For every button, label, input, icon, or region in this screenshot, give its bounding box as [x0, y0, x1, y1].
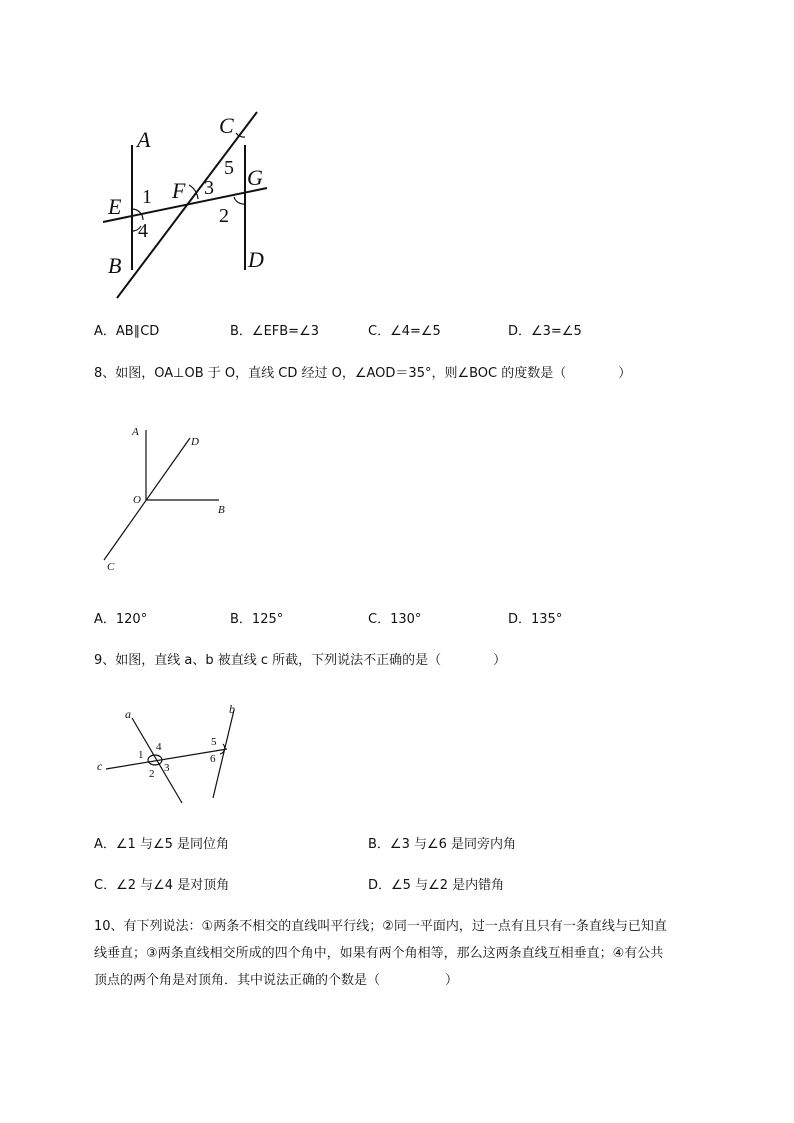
- label-B: B: [108, 253, 122, 278]
- num-4: 4: [156, 741, 162, 753]
- q9-stem: 9、如图，直线 a、b 被直线 c 所截，下列说法不正确的是（ ）: [94, 653, 507, 668]
- angle-label-3: 3: [204, 177, 214, 199]
- label-E: E: [108, 194, 122, 219]
- q8-stem: 8、如图，OA⊥OB 于 O，直线 CD 经过 O，∠AOD＝35°，则∠BOC 的度数是（ ）: [94, 366, 632, 381]
- q9-option-a[interactable]: A．∠1 与∠5 是同位角: [94, 837, 230, 852]
- q10-line-3: 顶点的两个角是对顶角．其中说法正确的个数是（ ）: [94, 973, 459, 988]
- q7-option-c[interactable]: C．∠4=∠5: [368, 324, 441, 339]
- q10-text: [94, 913, 734, 994]
- q7-option-a[interactable]: A．AB∥CD: [94, 324, 160, 339]
- label-b: b: [229, 702, 235, 716]
- q9-option-b[interactable]: B．∠3 与∠6 是同旁内角: [368, 837, 517, 852]
- angle-label-2: 2: [219, 205, 229, 227]
- label-c: c: [97, 759, 103, 773]
- label-A: A: [137, 127, 151, 152]
- line-CD: [104, 438, 190, 560]
- q8-option-d[interactable]: D．135°: [508, 612, 563, 627]
- q8-option-a[interactable]: A．120°: [94, 612, 148, 627]
- q8-option-b[interactable]: B．125°: [230, 612, 284, 627]
- label-D: D: [191, 436, 199, 448]
- q8-option-c[interactable]: C．130°: [368, 612, 422, 627]
- angle-label-4: 4: [138, 220, 148, 242]
- angle-label-5: 5: [224, 157, 234, 179]
- num-3: 3: [164, 762, 170, 774]
- q10-line-2: 线垂直；③两条直线相交所成的四个角中，如果有两个角相等，那么这两条直线互相垂直；④有公共: [94, 946, 664, 961]
- q7-option-b[interactable]: B．∠EFB=∠3: [230, 324, 320, 339]
- label-B: B: [218, 504, 225, 516]
- label-D: D: [248, 247, 264, 272]
- num-6: 6: [210, 753, 216, 765]
- num-1: 1: [138, 749, 144, 761]
- label-a: a: [125, 707, 131, 721]
- label-C: C: [107, 561, 115, 573]
- angle-label-1: 1: [142, 186, 152, 208]
- label-O: O: [133, 494, 141, 506]
- q9-option-d[interactable]: D．∠5 与∠2 是内错角: [368, 878, 505, 893]
- num-2: 2: [149, 768, 155, 780]
- label-F: F: [172, 178, 186, 203]
- q10-line-1: 10、有下列说法：①两条不相交的直线叫平行线；②同一平面内，过一点有且只有一条直线与已知直: [94, 919, 667, 934]
- arc-angle-2: [234, 197, 245, 204]
- num-5: 5: [211, 736, 217, 748]
- q8-figure: [95, 418, 245, 578]
- label-G: G: [247, 165, 263, 190]
- label-C: C: [219, 113, 234, 138]
- label-A: A: [132, 426, 139, 438]
- q7-figure: [95, 100, 285, 305]
- line-b: [213, 710, 234, 798]
- q7-option-d[interactable]: D．∠3=∠5: [508, 324, 582, 339]
- q9-option-c[interactable]: C．∠2 与∠4 是对顶角: [94, 878, 230, 893]
- q9-figure: [92, 698, 252, 808]
